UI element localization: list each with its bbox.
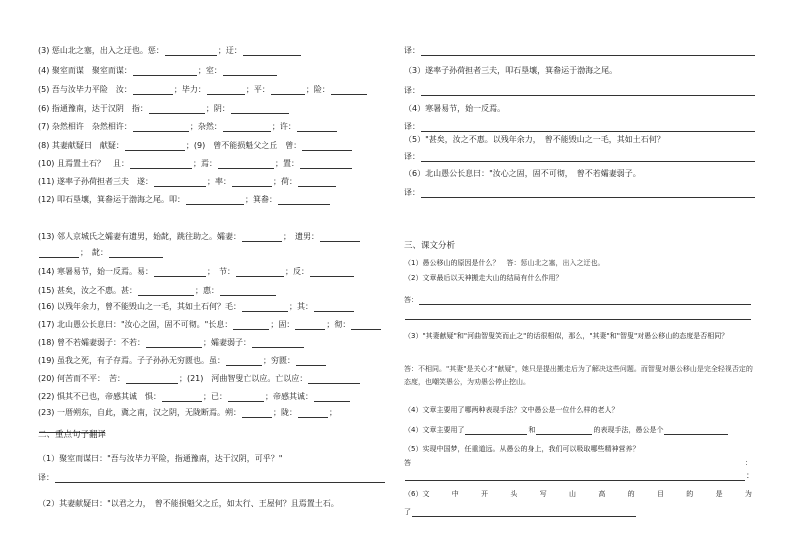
question-20-21: (20) 何苦而不平： 苦： ；(21) 河曲智叟亡以应。亡以应：	[38, 374, 361, 384]
q6-char: （6）文	[404, 490, 430, 498]
translate-6-answer: 译：	[404, 188, 756, 198]
section-3-heading: 三、课文分析	[404, 241, 456, 251]
translate-2: （2）其妻献疑曰："以君之力， 曾不能损魁父之丘，如太行、王屋何？且焉置土石。	[38, 499, 339, 508]
answer-blank[interactable]	[162, 393, 202, 402]
answer-blank[interactable]	[242, 303, 288, 312]
analysis-2-answer: 答：	[404, 295, 752, 305]
answer-blank[interactable]	[233, 321, 269, 330]
answer-blank[interactable]	[232, 178, 272, 187]
answer-blank[interactable]	[207, 86, 245, 95]
question-17: (17) 北山愚公长息曰："汝心之固，固不可彻。"长息： ；固： ；彻：	[38, 320, 382, 330]
analysis-2-answer-line2	[404, 310, 752, 320]
analysis-4-line: （4）文章主要用了哪两种表现手法？文中愚公是一位什么样的老人？	[404, 406, 619, 414]
q6-char: 头	[510, 490, 518, 498]
translate-5-answer: 译：	[404, 152, 756, 162]
answer-blank[interactable]	[236, 268, 284, 277]
answer-blank[interactable]	[242, 409, 272, 418]
answer-line[interactable]	[405, 472, 745, 481]
question-6: (6) 指通豫南，达于汉阴 指： ；阴：	[38, 104, 290, 114]
question-12: (12) 叩石垦壤，箕畚运于渤海之尾。叩： ；箕畚：	[38, 195, 331, 205]
answer-blank[interactable]	[331, 86, 367, 95]
answer-blank[interactable]	[296, 357, 326, 366]
answer-blank[interactable]	[126, 375, 178, 384]
answer-blank[interactable]	[310, 268, 354, 277]
answer-line[interactable]	[421, 47, 755, 56]
answer-blank[interactable]	[226, 357, 262, 366]
question-14: (14) 寒暑易节，始一反焉。易： ； 节： ；反：	[38, 267, 355, 277]
answer-blank[interactable]	[271, 86, 305, 95]
answer-blank[interactable]	[125, 142, 185, 151]
translate-1: （1）聚室而谋曰："吾与汝毕力平险，指通豫南，达于汉阴，可乎？"	[38, 454, 283, 463]
answer-blank[interactable]	[130, 160, 192, 169]
question-19: (19) 虽我之死，有子存焉。子子孙孙无穷匮也。虽： ；穷匮：	[38, 356, 327, 366]
answer-blank[interactable]	[320, 233, 360, 242]
answer-blank[interactable]	[133, 86, 173, 95]
answer-blank[interactable]	[223, 67, 277, 76]
answer-blank[interactable]	[302, 142, 352, 151]
q6-char: 为	[744, 490, 752, 498]
analysis-6	[404, 489, 752, 499]
answer-blank[interactable]	[536, 426, 592, 435]
answer-blank[interactable]	[664, 426, 728, 435]
answer-blank[interactable]	[465, 426, 527, 435]
analysis-2: （2）文章最后以天神搬走大山的结局有什么作用？	[404, 274, 563, 282]
translate-4: （4）寒暑易节，始一反焉。	[404, 104, 506, 113]
question-5: (5) 吾与汝毕力平险 汝： ；毕力： ；平： ；险：	[38, 85, 368, 95]
answer-blank[interactable]	[138, 287, 194, 296]
question-10: (10) 且焉置土石？ 且： ；焉： ；置：	[38, 159, 353, 169]
translate-4-answer: 译：	[404, 122, 756, 132]
answer-blank[interactable]	[314, 393, 350, 402]
answer-blank[interactable]	[133, 123, 189, 132]
translate-answer-line: 译：	[404, 46, 756, 56]
answer-blank[interactable]	[351, 321, 381, 330]
answer-blank[interactable]	[298, 409, 328, 418]
q6-char: 高	[598, 490, 606, 498]
answer-blank[interactable]	[297, 123, 337, 132]
translate-3-answer: 译：	[404, 86, 756, 96]
answer-blank[interactable]	[243, 47, 301, 56]
translate-3: （3）遂率子孙荷担者三夫，叩石垦壤，箕畚运于渤海之尾。	[404, 66, 618, 75]
question-3: (3) 惩山北之塞，出入之迂也。惩： ；迂：	[38, 46, 302, 56]
answer-blank[interactable]	[228, 393, 264, 402]
answer-blank[interactable]	[295, 321, 325, 330]
answer-blank[interactable]	[109, 249, 163, 258]
question-4: (4) 聚室而谋 聚室而谋： ；室：	[38, 66, 278, 76]
answer-line[interactable]	[421, 189, 755, 198]
answer-blank[interactable]	[242, 233, 282, 242]
q6-char: 的	[627, 490, 635, 498]
answer-line[interactable]	[419, 296, 751, 305]
answer-blank[interactable]	[154, 268, 206, 277]
answer-blank[interactable]	[314, 303, 354, 312]
answer-blank[interactable]	[165, 47, 217, 56]
question-22: (22) 惧其不已也，帝感其诚 惧： ；已： ；帝感其诚：	[38, 392, 351, 402]
section-2-heading: 二、重点句子翻译	[38, 430, 107, 440]
analysis-1: （1）愚公移山的原因是什么？ 答：惩山北之塞，出入之迂也。	[404, 259, 605, 267]
q6-char: 写	[539, 490, 547, 498]
q6-char: 开	[481, 490, 489, 498]
answer-blank[interactable]	[218, 160, 274, 169]
translate-6: （6）北山愚公长息曰："汝心之固，固不可彻， 曾不若孀妻弱子。	[404, 169, 641, 178]
q6-char: 中	[451, 490, 459, 498]
question-23: (23) 一厝朔东，自此，冀之南，汉之阴，无陇断焉。朔： ；陇： ；	[38, 408, 337, 417]
q6-char: 山	[569, 490, 577, 498]
q6-char: 是	[715, 490, 723, 498]
answer-blank[interactable]	[186, 196, 244, 205]
translate-5: （5）"甚矣，汝之不惠。以残年余力， 曾不能毁山之一毛，其如土石何？	[404, 135, 665, 144]
analysis-5: （5）实现中国梦，任重道远。从愚公的身上，我们可以吸取哪些精神营养？	[404, 445, 640, 453]
q6-char: 目	[656, 490, 664, 498]
analysis-5-answer-line: ：	[404, 471, 752, 481]
answer-blank[interactable]	[154, 178, 206, 187]
analysis-6-answer: 了	[404, 507, 637, 517]
translate-1-answer: 译：	[38, 473, 386, 483]
answer-blank[interactable]	[308, 375, 360, 384]
question-8-9: (8) 其妻献疑曰 献疑： ；(9) 曾不能损魁父之丘 曾：	[38, 141, 353, 151]
analysis-3: （3）"其妻献疑"和"河曲智叟笑而止之"的话很相似，那么，"其妻"和"智叟"对愚公移山的态度是否相同？	[404, 332, 729, 340]
answer-blank[interactable]	[278, 196, 330, 205]
answer-line[interactable]	[405, 311, 751, 320]
question-11: (11) 遂率子孙荷担者三夫 遂： ；率： ；荷：	[38, 177, 337, 187]
answer-blank[interactable]	[231, 105, 289, 114]
answer-line[interactable]	[421, 123, 755, 132]
analysis-4-text: （4）文章主要用了 和 的表现手法，愚公是个	[404, 425, 729, 435]
answer-line[interactable]	[421, 153, 755, 162]
analysis-3-answer: 答：不相同。"其妻"是关心才"献疑"，她只是提出搬走后为了解决这些问题。而智叟对愚公移山是完全轻视否定的态度，也嘲笑愚公，为劝愚公停止挖山。	[404, 365, 753, 386]
answer-line[interactable]	[421, 87, 755, 96]
question-18: (18) 曾不若孀妻弱子：不若： ；孀妻弱子：	[38, 338, 305, 348]
answer-blank[interactable]	[298, 178, 336, 187]
question-7: (7) 杂然相许 杂然相许： ；杂然： ；许：	[38, 122, 338, 132]
q6-char: 的	[686, 490, 694, 498]
answer-line[interactable]	[412, 508, 636, 517]
analysis-5-answer: 答 ：	[404, 459, 752, 467]
question-13: (13) 邻人京城氏之孀妻有遗男，始龀，跳往助之。孀妻： ； 遗男：	[38, 232, 361, 242]
question-13-cont: ； 龀：	[38, 248, 164, 258]
answer-blank[interactable]	[39, 249, 79, 258]
analysis-1-answer: 惩山北之塞，出入之迂也。	[520, 259, 605, 267]
answer-blank[interactable]	[133, 67, 197, 76]
answer-blank[interactable]	[300, 160, 352, 169]
question-16: (16) 以残年余力，曾不能毁山之一毛，其如土石何？毛： ；其：	[38, 302, 355, 312]
answer-blank[interactable]	[220, 287, 276, 296]
question-15: (15) 甚矣，汝之不惠。甚： ；惠：	[38, 286, 277, 296]
answer-line[interactable]	[55, 474, 385, 483]
answer-blank[interactable]	[223, 123, 271, 132]
answer-blank[interactable]	[146, 339, 202, 348]
answer-blank[interactable]	[149, 105, 205, 114]
answer-blank[interactable]	[252, 339, 304, 348]
